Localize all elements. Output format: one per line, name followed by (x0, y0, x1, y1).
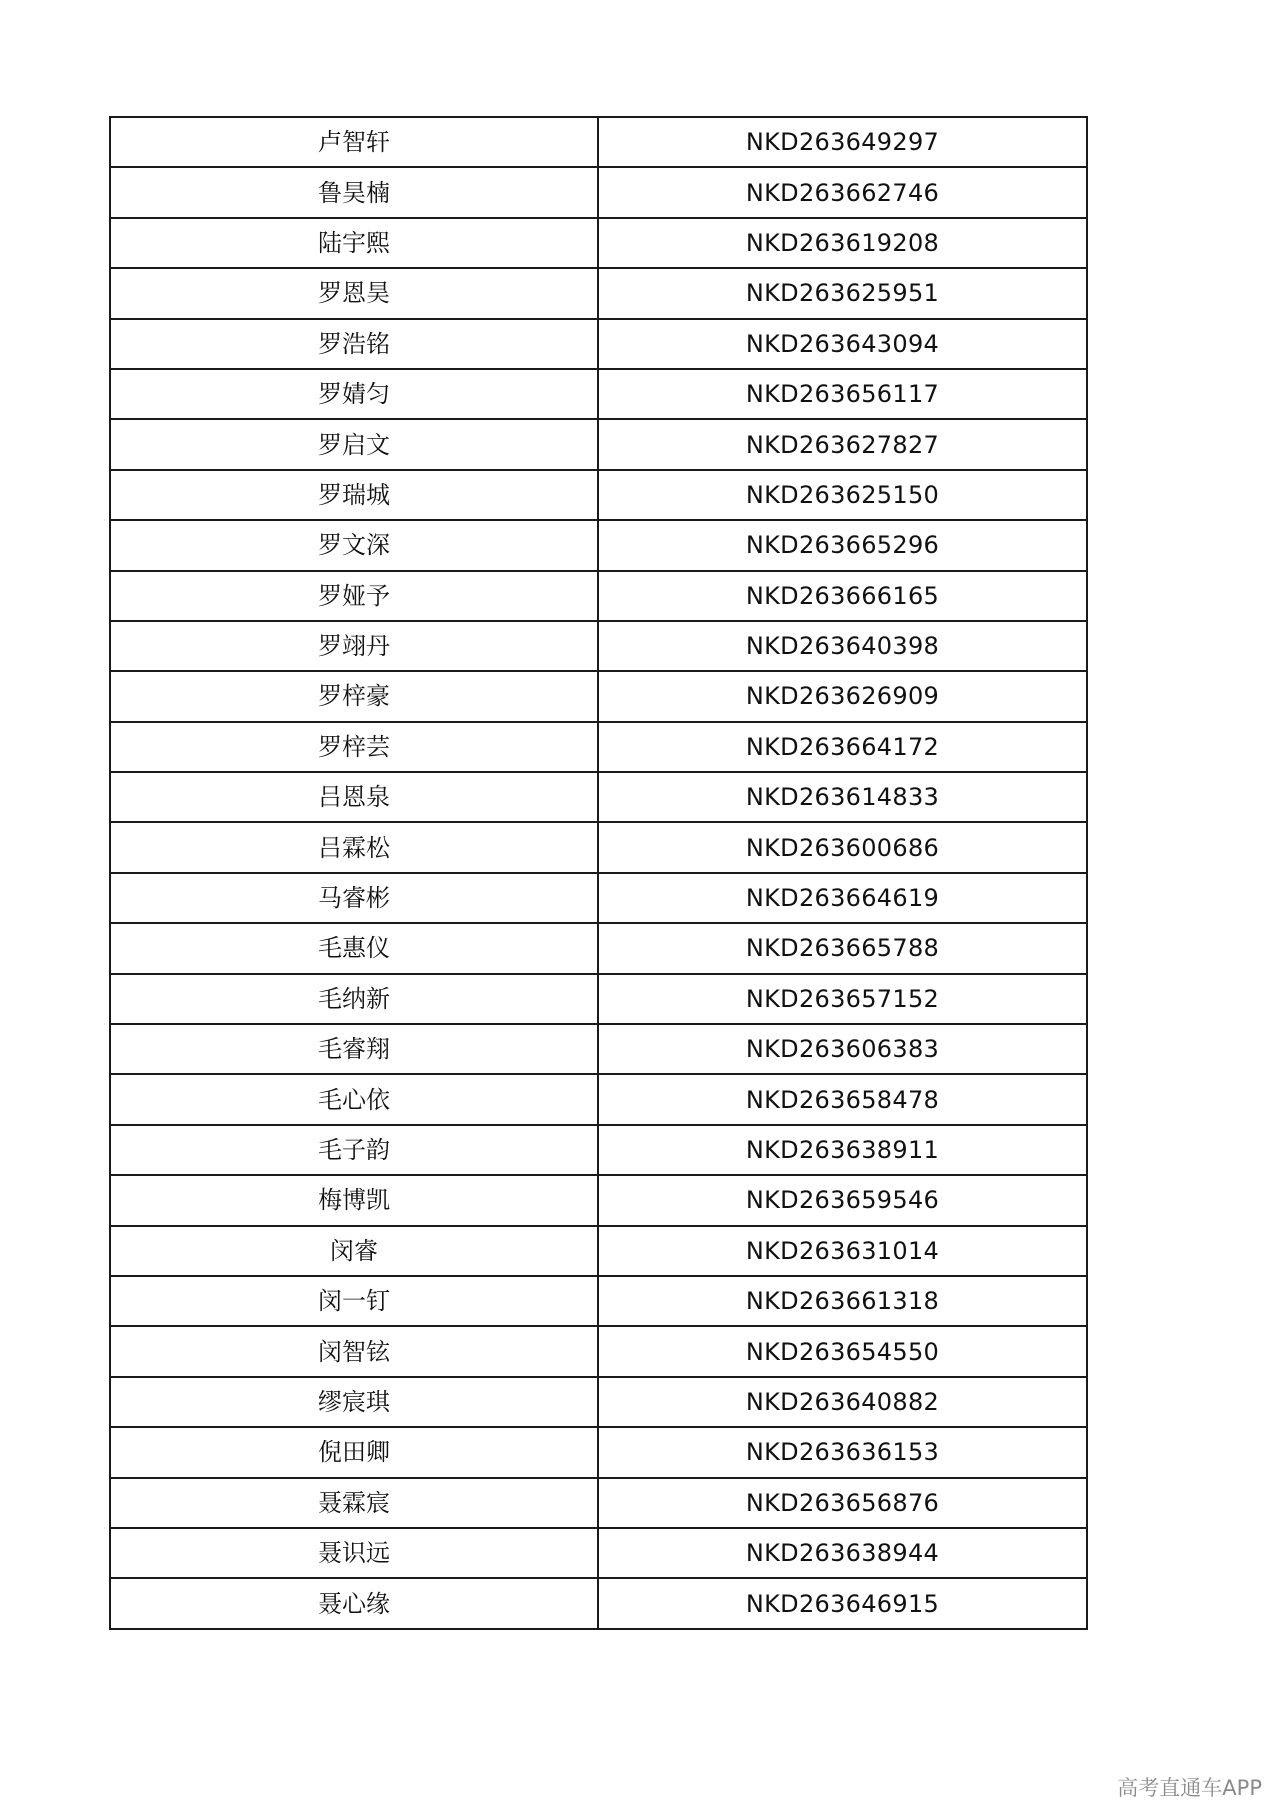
table-row (110, 1074, 1087, 1124)
table-row (110, 1125, 1087, 1175)
student-id-cell: NKD263600686 (598, 822, 1087, 872)
student-name-cell: 罗梓豪 (110, 671, 598, 721)
student-name-cell: 马睿彬 (110, 873, 598, 923)
student-name-cell: 罗浩铭 (110, 319, 598, 369)
student-name-cell: 毛睿翔 (110, 1024, 598, 1074)
table-row (110, 218, 1087, 268)
table-row (110, 520, 1087, 570)
table-row (110, 1175, 1087, 1225)
student-name-cell: 吕霖松 (110, 822, 598, 872)
student-id-cell: NKD263658478 (598, 1074, 1087, 1124)
table-row (110, 1377, 1087, 1427)
table-row (110, 1427, 1087, 1477)
student-id-cell: NKD263627827 (598, 419, 1087, 469)
student-name-cell: 鲁昊楠 (110, 167, 598, 217)
student-id-cell: NKD263657152 (598, 974, 1087, 1024)
student-id-cell: NKD263662746 (598, 167, 1087, 217)
student-name-cell: 毛惠仪 (110, 923, 598, 973)
student-name-cell: 卢智轩 (110, 117, 598, 167)
student-id-cell: NKD263640882 (598, 1377, 1087, 1427)
table-row (110, 1024, 1087, 1074)
student-id-cell: NKD263664619 (598, 873, 1087, 923)
table-row (110, 873, 1087, 923)
student-id-cell: NKD263656117 (598, 369, 1087, 419)
table-row (110, 974, 1087, 1024)
roster-body (110, 117, 1087, 1629)
student-id-cell: NKD263656876 (598, 1478, 1087, 1528)
student-id-cell: NKD263625951 (598, 268, 1087, 318)
table-row (110, 671, 1087, 721)
student-name-cell: 罗恩昊 (110, 268, 598, 318)
table-row (110, 1478, 1087, 1528)
table-row (110, 923, 1087, 973)
table-row (110, 470, 1087, 520)
student-id-cell: NKD263625150 (598, 470, 1087, 520)
student-name-cell: 罗文深 (110, 520, 598, 570)
student-id-cell: NKD263626909 (598, 671, 1087, 721)
student-id-cell: NKD263649297 (598, 117, 1087, 167)
student-id-cell: NKD263636153 (598, 1427, 1087, 1477)
student-id-cell: NKD263661318 (598, 1276, 1087, 1326)
student-id-cell: NKD263664172 (598, 722, 1087, 772)
student-name-cell: 缪宸琪 (110, 1377, 598, 1427)
table-row (110, 167, 1087, 217)
student-id-cell: NKD263640398 (598, 621, 1087, 671)
student-name-cell: 聂霖宸 (110, 1478, 598, 1528)
table-row (110, 268, 1087, 318)
table-row (110, 117, 1087, 167)
student-name-cell: 陆宇熙 (110, 218, 598, 268)
student-id-cell: NKD263638911 (598, 1125, 1087, 1175)
student-name-cell: 毛心依 (110, 1074, 598, 1124)
table-row (110, 369, 1087, 419)
table-row (110, 772, 1087, 822)
table-row (110, 722, 1087, 772)
student-id-cell: NKD263646915 (598, 1578, 1087, 1628)
student-id-cell: NKD263631014 (598, 1226, 1087, 1276)
student-name-cell: 毛子韵 (110, 1125, 598, 1175)
table-row (110, 1326, 1087, 1376)
student-name-cell: 罗梓芸 (110, 722, 598, 772)
table-row (110, 822, 1087, 872)
student-name-cell: 罗娅予 (110, 571, 598, 621)
table-row (110, 319, 1087, 369)
student-roster-table (109, 116, 1088, 1630)
student-id-cell: NKD263638944 (598, 1528, 1087, 1578)
student-name-cell: 罗启文 (110, 419, 598, 469)
student-name-cell: 倪田卿 (110, 1427, 598, 1477)
student-id-cell: NKD263619208 (598, 218, 1087, 268)
student-name-cell: 聂心缘 (110, 1578, 598, 1628)
student-name-cell: 梅博凯 (110, 1175, 598, 1225)
watermark-text: 高考直通车APP (1117, 1776, 1262, 1800)
table-row (110, 621, 1087, 671)
student-id-cell: NKD263606383 (598, 1024, 1087, 1074)
student-id-cell: NKD263643094 (598, 319, 1087, 369)
student-id-cell: NKD263665788 (598, 923, 1087, 973)
student-name-cell: 毛纳新 (110, 974, 598, 1024)
table-row (110, 1226, 1087, 1276)
table-row (110, 1276, 1087, 1326)
table-row (110, 1528, 1087, 1578)
table-row (110, 419, 1087, 469)
student-name-cell: 吕恩泉 (110, 772, 598, 822)
student-name-cell: 聂识远 (110, 1528, 598, 1578)
student-id-cell: NKD263659546 (598, 1175, 1087, 1225)
student-id-cell: NKD263614833 (598, 772, 1087, 822)
student-id-cell: NKD263654550 (598, 1326, 1087, 1376)
student-name-cell: 闵智铉 (110, 1326, 598, 1376)
student-id-cell: NKD263666165 (598, 571, 1087, 621)
student-name-cell: 罗翊丹 (110, 621, 598, 671)
student-id-cell: NKD263665296 (598, 520, 1087, 570)
student-name-cell: 罗瑞城 (110, 470, 598, 520)
table-row (110, 1578, 1087, 1628)
student-name-cell: 闵一钉 (110, 1276, 598, 1326)
student-name-cell: 罗婧匀 (110, 369, 598, 419)
student-name-cell: 闵睿 (110, 1226, 598, 1276)
table-row (110, 571, 1087, 621)
